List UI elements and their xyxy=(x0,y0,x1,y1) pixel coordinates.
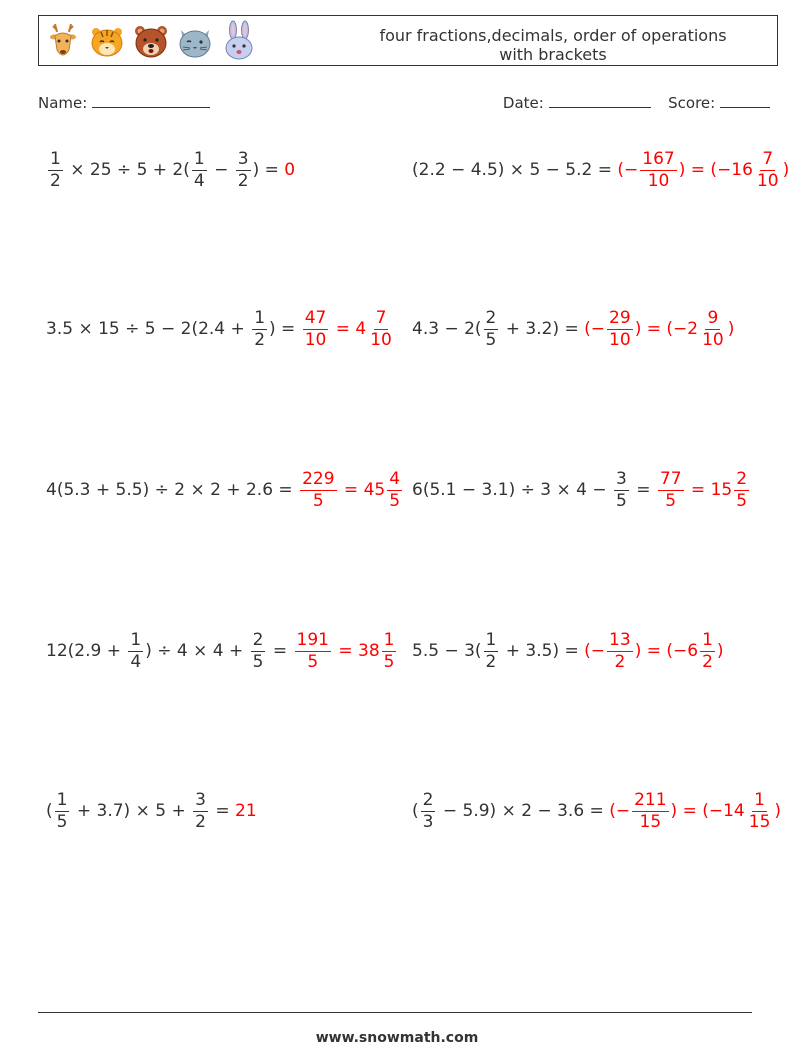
answer-text: 21 xyxy=(235,801,257,821)
denominator: 2 xyxy=(195,811,206,832)
denominator: 15 xyxy=(639,811,662,832)
expression-text: 5.5 − 3( xyxy=(412,641,482,661)
fraction xyxy=(193,789,208,832)
fraction xyxy=(484,629,499,672)
answer-text: ) = (−6 xyxy=(634,641,699,661)
numerator: 1 xyxy=(50,148,61,169)
deer-icon xyxy=(45,20,81,62)
date-label: Date: xyxy=(502,94,544,112)
footer-url: www.snowmath.com xyxy=(315,1030,479,1046)
denominator: 10 xyxy=(702,329,724,350)
answer-text: ) xyxy=(774,801,782,821)
answer-text: (− xyxy=(617,160,639,180)
fraction xyxy=(48,148,63,191)
answer-fraction xyxy=(295,629,331,672)
date-score-field xyxy=(503,94,770,112)
cat-icon xyxy=(177,20,213,62)
expression-text: 4.3 − 2( xyxy=(412,319,482,339)
score-blank xyxy=(720,95,770,108)
denominator: 5 xyxy=(56,811,68,832)
answer-fraction xyxy=(300,468,336,511)
numerator: 1 xyxy=(485,629,497,650)
denominator: 10 xyxy=(304,329,327,350)
problem-7 xyxy=(46,626,398,676)
title-line-1: four fractions,decimals, order of operations xyxy=(379,26,727,45)
expression-text: − 5.9) × 2 − 3.6 = xyxy=(437,801,610,821)
numerator: 47 xyxy=(304,307,327,328)
answer-text: ) = (−2 xyxy=(634,319,699,339)
expression-text: × 25 ÷ 5 + 2( xyxy=(64,160,190,180)
problem-3 xyxy=(46,304,396,354)
expression-text: = xyxy=(209,801,235,821)
denominator: 2 xyxy=(254,329,266,350)
numerator: 2 xyxy=(422,789,434,810)
expression-text: ( xyxy=(46,801,53,821)
expression-text: = xyxy=(630,480,656,500)
numerator: 3 xyxy=(237,148,249,169)
numerator: 191 xyxy=(296,629,329,650)
expression-text: ) = xyxy=(269,319,301,339)
denominator: 2 xyxy=(614,651,626,672)
answer-text: 0 xyxy=(284,160,296,180)
denominator: 15 xyxy=(748,811,771,832)
numerator: 229 xyxy=(302,468,335,489)
denominator: 5 xyxy=(736,490,748,511)
problem-1 xyxy=(46,145,295,195)
expression-text: (2.2 − 4.5) × 5 − 5.2 = xyxy=(412,160,618,180)
expression-text: + 3.5) = xyxy=(500,641,585,661)
denominator: 5 xyxy=(312,490,324,511)
numerator: 1 xyxy=(254,307,266,328)
worksheet-header xyxy=(38,15,778,66)
answer-fraction xyxy=(700,629,715,672)
denominator: 10 xyxy=(370,329,392,350)
denominator: 2 xyxy=(485,651,497,672)
expression-text: 6(5.1 − 3.1) ÷ 3 × 4 − xyxy=(412,480,612,500)
denominator: 5 xyxy=(252,651,264,672)
denominator: 10 xyxy=(756,170,779,191)
numerator: 167 xyxy=(642,148,675,169)
fraction xyxy=(421,789,436,832)
expression-text: + 3.7) × 5 + xyxy=(71,801,192,821)
problem-4 xyxy=(412,304,734,354)
answer-fraction xyxy=(700,307,726,350)
denominator: 5 xyxy=(616,490,627,511)
answer-text: = 38 xyxy=(332,641,380,661)
answer-text: = 45 xyxy=(338,480,386,500)
answer-text: (− xyxy=(584,319,606,339)
fraction xyxy=(128,629,143,672)
answer-fraction xyxy=(368,307,394,350)
denominator: 3 xyxy=(422,811,434,832)
date-blank xyxy=(549,95,651,108)
name-label: Name: xyxy=(38,94,88,112)
numerator: 1 xyxy=(702,629,713,650)
answer-fraction xyxy=(747,789,773,832)
answer-text: ) = (−16 xyxy=(678,160,753,180)
numerator: 1 xyxy=(383,629,395,650)
numerator: 2 xyxy=(736,468,748,489)
numerator: 29 xyxy=(609,307,631,328)
expression-text: ( xyxy=(412,801,419,821)
answer-text: ) xyxy=(782,160,790,180)
answer-text: (− xyxy=(609,801,631,821)
denominator: 10 xyxy=(609,329,631,350)
numerator: 13 xyxy=(609,629,631,650)
denominator: 5 xyxy=(307,651,319,672)
problem-10 xyxy=(412,786,781,836)
denominator: 4 xyxy=(193,170,205,191)
answer-fraction xyxy=(734,468,749,511)
numerator: 9 xyxy=(707,307,719,328)
numerator: 3 xyxy=(616,468,627,489)
expression-text: − xyxy=(208,160,234,180)
answer-fraction xyxy=(755,148,781,191)
answer-text: (− xyxy=(584,641,606,661)
answer-text: = 15 xyxy=(685,480,733,500)
score-label: Score: xyxy=(668,94,716,112)
numerator: 77 xyxy=(659,468,682,489)
numerator: 211 xyxy=(634,789,667,810)
animal-icons xyxy=(45,20,257,62)
answer-fraction xyxy=(632,789,668,832)
rabbit-icon xyxy=(221,20,257,62)
numerator: 4 xyxy=(389,468,401,489)
answer-fraction xyxy=(640,148,676,191)
denominator: 4 xyxy=(130,651,142,672)
fraction xyxy=(192,148,207,191)
problem-8 xyxy=(412,626,724,676)
answer-fraction xyxy=(387,468,402,511)
answer-text: ) = (−14 xyxy=(670,801,745,821)
answer-fraction xyxy=(607,629,633,672)
numerator: 2 xyxy=(485,307,497,328)
numerator: 1 xyxy=(754,789,765,810)
name-blank xyxy=(92,95,210,108)
numerator: 1 xyxy=(130,629,142,650)
denominator: 5 xyxy=(665,490,677,511)
denominator: 2 xyxy=(702,651,713,672)
answer-fraction xyxy=(658,468,684,511)
problem-6 xyxy=(412,465,751,515)
denominator: 2 xyxy=(237,170,249,191)
fraction xyxy=(252,307,267,350)
expression-text: = xyxy=(267,641,293,661)
tiger-icon xyxy=(89,20,125,62)
problem-9 xyxy=(46,786,257,836)
name-field xyxy=(38,94,210,112)
answer-text: ) xyxy=(716,641,724,661)
worksheet-title xyxy=(343,26,763,64)
denominator: 2 xyxy=(50,170,61,191)
bear-icon xyxy=(133,20,169,62)
fraction xyxy=(484,307,499,350)
denominator: 5 xyxy=(383,651,395,672)
numerator: 1 xyxy=(56,789,68,810)
numerator: 1 xyxy=(193,148,205,169)
fraction xyxy=(251,629,266,672)
numerator: 7 xyxy=(762,148,774,169)
denominator: 5 xyxy=(485,329,497,350)
footer-divider xyxy=(38,1012,752,1013)
problem-5 xyxy=(46,465,404,515)
answer-fraction xyxy=(382,629,397,672)
expression-text: ) ÷ 4 × 4 + xyxy=(145,641,249,661)
fraction xyxy=(614,468,629,511)
denominator: 5 xyxy=(389,490,401,511)
answer-text: ) xyxy=(727,319,735,339)
answer-fraction xyxy=(607,307,633,350)
numerator: 7 xyxy=(375,307,387,328)
fraction xyxy=(55,789,70,832)
problem-2 xyxy=(412,145,789,195)
expression-text: ) = xyxy=(252,160,285,180)
denominator: 10 xyxy=(647,170,670,191)
expression-text: 12(2.9 + xyxy=(46,641,127,661)
fraction xyxy=(236,148,251,191)
answer-fraction xyxy=(303,307,329,350)
answer-text: = 4 xyxy=(330,319,367,339)
expression-text: + 3.2) = xyxy=(500,319,585,339)
numerator: 2 xyxy=(252,629,264,650)
title-line-2: with brackets xyxy=(499,45,607,64)
expression-text: 4(5.3 + 5.5) ÷ 2 × 2 + 2.6 = xyxy=(46,480,299,500)
numerator: 3 xyxy=(195,789,206,810)
expression-text: 3.5 × 15 ÷ 5 − 2(2.4 + xyxy=(46,319,251,339)
